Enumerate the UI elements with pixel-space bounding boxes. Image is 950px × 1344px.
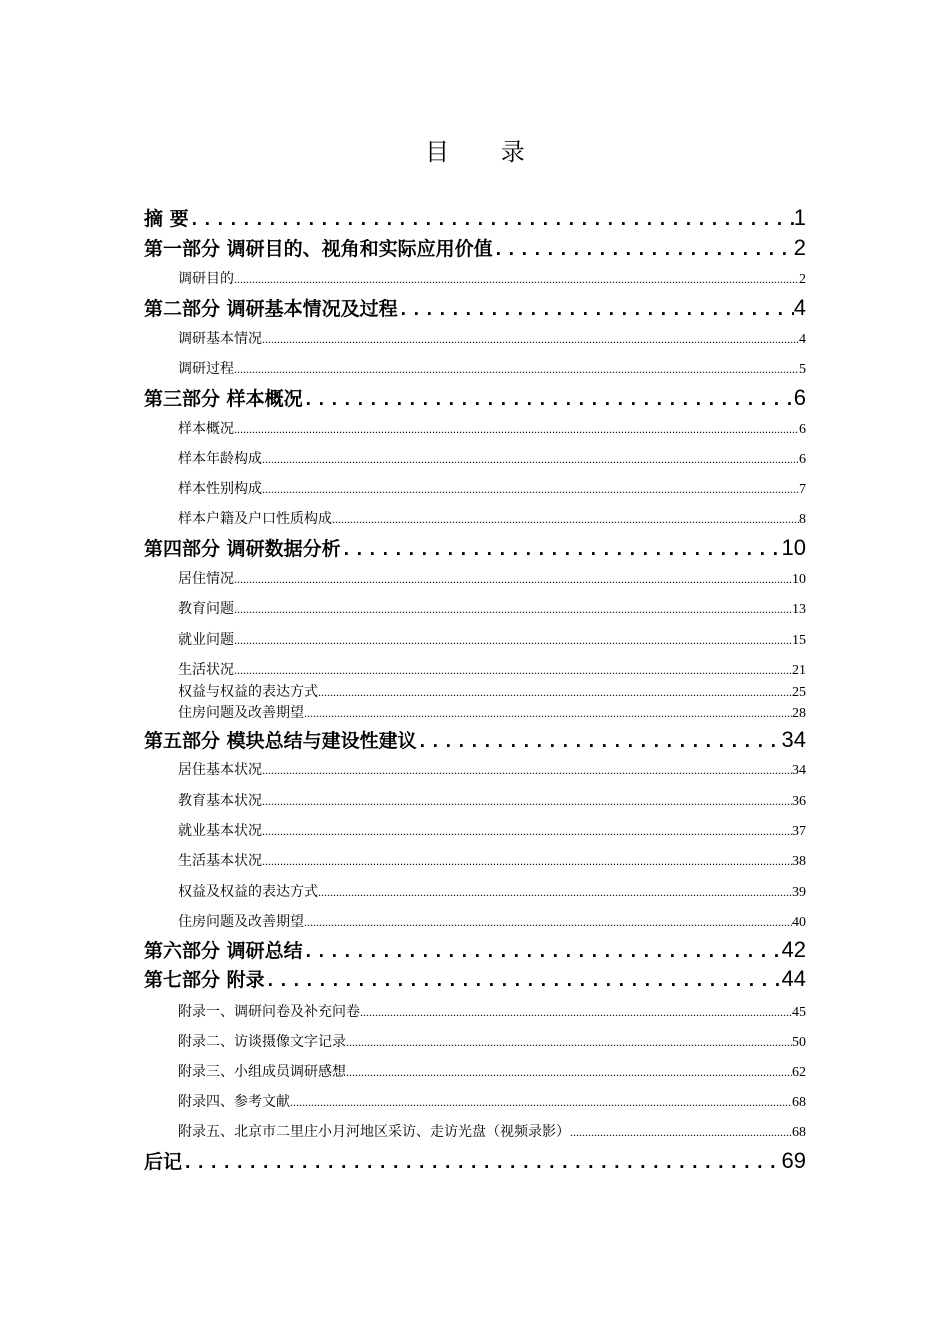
dot-leader bbox=[332, 509, 799, 529]
dot-leader bbox=[304, 703, 792, 723]
toc-entry-page-number: 21 bbox=[792, 663, 806, 678]
toc-entry-page-number: 38 bbox=[792, 854, 806, 869]
toc-entry-page-number: 1 bbox=[793, 205, 806, 230]
toc-entry-page-number: 45 bbox=[792, 1005, 806, 1020]
toc-entry-page-number: 7 bbox=[799, 482, 806, 497]
dot-leader bbox=[570, 1122, 792, 1142]
toc-entry-label: 教育问题 bbox=[178, 601, 234, 617]
toc-subsection-entry[interactable] bbox=[178, 449, 806, 469]
toc-entry-label: 摘 要 bbox=[144, 208, 189, 230]
dot-leader bbox=[318, 682, 792, 702]
dot-leader bbox=[262, 821, 792, 841]
toc-entry-label: 第四部分 调研数据分析 bbox=[144, 538, 341, 560]
toc-subsection-entry[interactable] bbox=[178, 1002, 806, 1022]
toc-entry-page-number: 15 bbox=[792, 633, 806, 648]
toc-entry-label: 权益及权益的表达方式 bbox=[178, 884, 318, 900]
toc-entry-label: 样本年龄构成 bbox=[178, 451, 262, 467]
toc-entry-page-number: 8 bbox=[799, 512, 806, 527]
toc-entry-label: 生活基本状况 bbox=[178, 853, 262, 869]
dot-leader bbox=[304, 912, 792, 932]
toc-entry-label: 附录二、访谈摄像文字记录 bbox=[178, 1034, 346, 1050]
toc-subsection-entry[interactable] bbox=[178, 1062, 806, 1082]
dot-leader bbox=[262, 851, 792, 871]
dot-leader bbox=[417, 729, 782, 755]
toc-entry-label: 样本性别构成 bbox=[178, 481, 262, 497]
toc-entry-label: 样本户籍及户口性质构成 bbox=[178, 511, 332, 527]
dot-leader bbox=[262, 449, 799, 469]
toc-entry-label: 第七部分 附录 bbox=[144, 969, 265, 991]
toc-entry-label: 第三部分 样本概况 bbox=[144, 388, 303, 410]
toc-entry-label: 第六部分 调研总结 bbox=[144, 940, 303, 962]
dot-leader bbox=[234, 630, 792, 650]
toc-section-entry[interactable] bbox=[144, 1148, 806, 1174]
toc-entry-label: 附录三、小组成员调研感想 bbox=[178, 1064, 346, 1080]
toc-entry-page-number: 4 bbox=[793, 295, 806, 320]
toc-subsection-entry[interactable] bbox=[178, 821, 806, 841]
toc-entry-page-number: 62 bbox=[792, 1065, 806, 1080]
toc-section-entry[interactable] bbox=[144, 385, 806, 411]
toc-entry-label: 附录五、北京市二里庄小月河地区采访、走访光盘（视频录影） bbox=[178, 1124, 570, 1140]
toc-entry-label: 附录一、调研问卷及补充问卷 bbox=[178, 1004, 360, 1020]
toc-entry-page-number: 2 bbox=[799, 272, 806, 287]
toc-entry-page-number: 4 bbox=[799, 332, 806, 347]
toc-subsection-entry[interactable] bbox=[178, 419, 806, 439]
toc-entry-page-number: 6 bbox=[799, 422, 806, 437]
toc-subsection-entry[interactable] bbox=[178, 359, 806, 379]
toc-subsection-entry[interactable] bbox=[178, 682, 806, 702]
toc-entry-label: 样本概况 bbox=[178, 421, 234, 437]
dot-leader bbox=[262, 479, 799, 499]
dot-leader bbox=[346, 1032, 792, 1052]
toc-section-entry[interactable] bbox=[144, 205, 806, 231]
toc-entry-label: 教育基本状况 bbox=[178, 793, 262, 809]
dot-leader bbox=[290, 1092, 792, 1112]
toc-entry-label: 调研过程 bbox=[178, 361, 234, 377]
dot-leader bbox=[262, 760, 792, 780]
toc-entry-page-number: 44 bbox=[781, 966, 806, 991]
toc-section-entry[interactable] bbox=[144, 295, 806, 321]
toc-entry-page-number: 5 bbox=[799, 362, 806, 377]
toc-entry-page-number: 68 bbox=[792, 1095, 806, 1110]
toc-subsection-entry[interactable] bbox=[178, 882, 806, 902]
toc-subsection-entry[interactable] bbox=[178, 760, 806, 780]
toc-entry-page-number: 13 bbox=[792, 602, 806, 617]
toc-entry-label: 调研目的 bbox=[178, 271, 234, 287]
dot-leader bbox=[234, 569, 792, 589]
dot-leader bbox=[318, 882, 792, 902]
toc-title: 目 录 bbox=[425, 138, 547, 166]
toc-section-entry[interactable] bbox=[144, 727, 806, 753]
dot-leader bbox=[234, 359, 799, 379]
toc-entry-page-number: 6 bbox=[799, 452, 806, 467]
toc-entry-label: 调研基本情况 bbox=[178, 331, 262, 347]
toc-subsection-entry[interactable] bbox=[178, 912, 806, 932]
dot-leader bbox=[234, 419, 799, 439]
dot-leader bbox=[234, 269, 799, 289]
toc-entry-label: 后记 bbox=[144, 1151, 183, 1173]
dot-leader bbox=[303, 387, 794, 413]
toc-subsection-entry[interactable] bbox=[178, 269, 806, 289]
toc-section-entry[interactable] bbox=[144, 235, 806, 261]
dot-leader bbox=[493, 237, 794, 263]
toc-entry-label: 权益与权益的表达方式 bbox=[178, 684, 318, 700]
toc-section-entry[interactable] bbox=[144, 535, 806, 561]
dot-leader bbox=[303, 939, 782, 965]
toc-entry-page-number: 10 bbox=[781, 535, 806, 560]
toc-entry-page-number: 42 bbox=[781, 937, 806, 962]
toc-entry-page-number: 39 bbox=[792, 885, 806, 900]
toc-entry-page-number: 2 bbox=[793, 235, 806, 260]
toc-entry-page-number: 69 bbox=[781, 1148, 806, 1173]
dot-leader bbox=[234, 599, 792, 619]
dot-leader bbox=[189, 207, 794, 233]
toc-entry-label: 就业问题 bbox=[178, 632, 234, 648]
toc-subsection-entry[interactable] bbox=[178, 851, 806, 871]
toc-entry-page-number: 40 bbox=[792, 915, 806, 930]
toc-subsection-entry[interactable] bbox=[178, 1092, 806, 1112]
dot-leader bbox=[346, 1062, 792, 1082]
toc-subsection-entry[interactable] bbox=[178, 1032, 806, 1052]
dot-leader bbox=[360, 1002, 792, 1022]
toc-section-entry[interactable] bbox=[144, 966, 806, 992]
toc-entry-label: 住房问题及改善期望 bbox=[178, 914, 304, 930]
dot-leader bbox=[398, 297, 794, 323]
toc-entry-label: 居住情况 bbox=[178, 571, 234, 587]
toc-subsection-entry[interactable] bbox=[178, 703, 806, 723]
toc-entry-label: 第五部分 模块总结与建设性建议 bbox=[144, 730, 417, 752]
toc-subsection-entry[interactable] bbox=[178, 569, 806, 589]
dot-leader bbox=[262, 791, 792, 811]
toc-section-entry[interactable] bbox=[144, 937, 806, 963]
toc-entry-label: 附录四、参考文献 bbox=[178, 1094, 290, 1110]
toc-entry-page-number: 68 bbox=[792, 1125, 806, 1140]
toc-entry-label: 住房问题及改善期望 bbox=[178, 705, 304, 721]
toc-entry-label: 居住基本状况 bbox=[178, 762, 262, 778]
toc-entry-label: 第二部分 调研基本情况及过程 bbox=[144, 298, 398, 320]
toc-entry-page-number: 10 bbox=[792, 572, 806, 587]
dot-leader bbox=[262, 329, 799, 349]
dot-leader bbox=[234, 660, 792, 680]
toc-subsection-entry[interactable] bbox=[178, 509, 806, 529]
toc-entry-label: 就业基本状况 bbox=[178, 823, 262, 839]
dot-leader bbox=[341, 537, 782, 563]
toc-subsection-entry[interactable] bbox=[178, 599, 806, 619]
toc-entry-page-number: 34 bbox=[792, 763, 806, 778]
toc-entry-page-number: 28 bbox=[792, 706, 806, 721]
toc-entry-page-number: 6 bbox=[793, 385, 806, 410]
toc-entry-page-number: 25 bbox=[792, 685, 806, 700]
toc-entry-page-number: 34 bbox=[781, 727, 806, 752]
toc-entry-label: 第一部分 调研目的、视角和实际应用价值 bbox=[144, 238, 493, 260]
toc-entry-label: 生活状况 bbox=[178, 662, 234, 678]
toc-entry-page-number: 37 bbox=[792, 824, 806, 839]
toc-entry-page-number: 36 bbox=[792, 794, 806, 809]
toc-subsection-entry[interactable] bbox=[178, 791, 806, 811]
dot-leader bbox=[265, 968, 782, 994]
toc-subsection-entry[interactable] bbox=[178, 630, 806, 650]
toc-subsection-entry[interactable] bbox=[178, 329, 806, 349]
toc-subsection-entry[interactable] bbox=[178, 1122, 806, 1142]
toc-subsection-entry[interactable] bbox=[178, 660, 806, 680]
toc-subsection-entry[interactable] bbox=[178, 479, 806, 499]
toc-entry-page-number: 50 bbox=[792, 1035, 806, 1050]
dot-leader bbox=[182, 1150, 782, 1176]
